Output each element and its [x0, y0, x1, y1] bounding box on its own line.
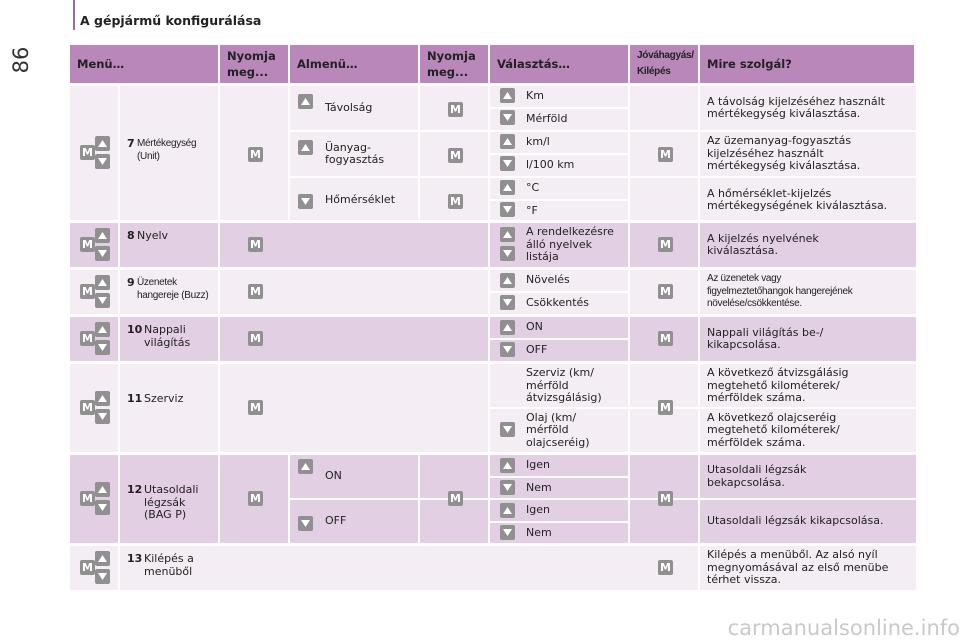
m-key-icon[interactable]: M	[658, 400, 673, 415]
up-arrow-key-icon[interactable]	[95, 275, 110, 290]
submenu-label: ON	[325, 469, 342, 483]
option-label: Nem	[526, 481, 552, 495]
submenu-label: OFF	[325, 514, 347, 528]
menu-item-number: 10	[127, 323, 143, 336]
up-arrow-key-icon[interactable]	[500, 88, 515, 103]
m-key-icon[interactable]: M	[80, 491, 95, 506]
option-label: Igen	[526, 458, 550, 472]
m-key-icon[interactable]: M	[80, 560, 95, 575]
up-arrow-key-icon[interactable]	[298, 94, 313, 109]
option-label: OFF	[526, 343, 548, 357]
menu-item-label: Utasoldali légzsák (BAG P)	[144, 483, 199, 521]
cell-divider	[218, 364, 220, 452]
cell-divider	[628, 86, 630, 130]
m-key-icon[interactable]: M	[248, 331, 263, 346]
m-key-icon[interactable]: M	[448, 102, 463, 117]
m-key-icon[interactable]: M	[80, 145, 95, 160]
cell-divider	[628, 223, 630, 267]
down-arrow-key-icon[interactable]	[500, 525, 515, 540]
up-arrow-key-icon[interactable]	[298, 140, 313, 155]
page-number: 86	[9, 46, 33, 74]
cell-divider	[698, 223, 700, 267]
header-valasztas: Választás…	[490, 45, 628, 83]
m-key-icon[interactable]: M	[248, 400, 263, 415]
menu-item-number: 12	[127, 483, 143, 496]
purpose-text: A következő olajcseréig megtehető kilométerek/ mérföldek száma.	[707, 410, 840, 449]
down-arrow-key-icon[interactable]	[500, 422, 515, 437]
header-almenu: Almenü…	[290, 45, 418, 83]
up-arrow-key-icon[interactable]	[95, 136, 110, 151]
m-key-icon[interactable]: M	[448, 148, 463, 163]
up-arrow-key-icon[interactable]	[95, 391, 110, 406]
up-arrow-key-icon[interactable]	[500, 320, 515, 335]
m-key-icon[interactable]: M	[80, 331, 95, 346]
menu-item-number: 7	[127, 137, 135, 150]
m-key-icon[interactable]: M	[248, 491, 263, 506]
purpose-text: A hőmérséklet-kijelzés mértékegységének kiválasztása.	[707, 186, 888, 212]
m-key-icon[interactable]: M	[658, 331, 673, 346]
option-label: Olaj (km/ mérföld olajcseréig)	[526, 410, 590, 449]
up-arrow-key-icon[interactable]	[500, 458, 515, 473]
purpose-text: Utasoldali légzsák kikapcsolása.	[707, 514, 884, 528]
cell-divider	[118, 86, 120, 220]
m-key-icon[interactable]: M	[248, 237, 263, 252]
option-label: Mérföld	[526, 112, 568, 126]
purpose-text: A kijelzés nyelvének kiválasztása.	[707, 231, 819, 257]
down-arrow-key-icon[interactable]	[500, 295, 515, 310]
header-menu: Menü…	[70, 45, 218, 83]
option-label: Km	[526, 89, 544, 103]
header-nyomja2: Nyomja meg...	[420, 45, 488, 83]
purpose-text: Kilépés a menüből. Az alsó nyíl megnyomásával az első menübe térhet vissza.	[707, 548, 889, 587]
down-arrow-key-icon[interactable]	[500, 202, 515, 217]
m-key-icon[interactable]: M	[658, 284, 673, 299]
option-label: Nem	[526, 526, 552, 540]
cell-divider	[418, 178, 420, 222]
down-arrow-key-icon[interactable]	[95, 246, 110, 261]
down-arrow-key-icon[interactable]	[298, 516, 313, 531]
menu-item-label: Szerviz	[144, 392, 184, 405]
m-key-icon[interactable]: M	[658, 147, 673, 162]
up-arrow-key-icon[interactable]	[500, 273, 515, 288]
cell-divider	[118, 270, 120, 314]
m-key-icon[interactable]: M	[658, 560, 673, 575]
m-key-icon[interactable]: M	[658, 491, 673, 506]
option-label: Csökkentés	[526, 296, 590, 310]
menu-item-label: Nappali világítás	[144, 323, 191, 349]
down-arrow-key-icon[interactable]	[500, 342, 515, 357]
down-arrow-key-icon[interactable]	[95, 409, 110, 424]
m-key-icon[interactable]: M	[448, 194, 463, 209]
purpose-text: Az üzenetek vagy figyelmeztetőhangok hangerejének növelése/csökkentése.	[707, 273, 853, 310]
cell-divider	[218, 317, 220, 361]
down-arrow-key-icon[interactable]	[95, 340, 110, 355]
option-label: Szerviz (km/ mérföld átvizsgálásig)	[526, 366, 602, 405]
header-jovahagyas: Jóváhagyás/ Kilépés	[630, 45, 698, 83]
up-arrow-key-icon[interactable]	[500, 134, 515, 149]
menu-item-label: Üzenetek hangereje (Buzz)	[137, 277, 209, 301]
cell-divider	[218, 223, 220, 267]
m-key-icon[interactable]: M	[248, 147, 263, 162]
menu-item-label: Nyelv	[137, 229, 169, 242]
m-key-icon[interactable]: M	[80, 284, 95, 299]
m-key-icon[interactable]: M	[80, 400, 95, 415]
cell-divider	[698, 317, 700, 361]
page-edge-bar	[73, 0, 75, 30]
cell-divider	[218, 455, 220, 543]
cell-divider	[628, 132, 630, 176]
cell-divider	[488, 223, 490, 267]
cell-divider	[218, 86, 220, 220]
option-label: l/100 km	[526, 158, 575, 172]
down-arrow-key-icon[interactable]	[500, 156, 515, 171]
cell-divider	[118, 455, 120, 543]
menu-item-number: 13	[127, 552, 143, 565]
m-key-icon[interactable]: M	[448, 491, 463, 506]
option-label: °F	[526, 204, 538, 218]
submenu-label: Hőmérséklet	[325, 192, 396, 206]
up-arrow-key-icon[interactable]	[500, 180, 515, 195]
purpose-text: Az üzemanyag-fogyasztás kijelzéséhez használt mértékegység kiválasztása.	[707, 134, 861, 173]
cell-divider	[218, 270, 220, 314]
cell-divider	[118, 223, 120, 267]
down-arrow-key-icon[interactable]	[500, 480, 515, 495]
menu-item-label: Mértékegység (Unit)	[137, 138, 197, 162]
option-label: A rendelkezésre álló nyelvek listája	[526, 225, 614, 264]
configuration-table	[70, 45, 916, 590]
submenu-label: Távolság	[325, 100, 373, 114]
up-arrow-key-icon[interactable]	[95, 228, 110, 243]
m-key-icon[interactable]: M	[80, 237, 95, 252]
header-mire: Mire szolgál?	[700, 45, 914, 83]
cell-divider	[698, 86, 700, 220]
up-arrow-key-icon[interactable]	[500, 503, 515, 518]
option-label: °C	[526, 181, 540, 195]
cell-divider	[698, 546, 700, 590]
menu-item-number: 8	[127, 229, 135, 242]
purpose-text: A távolság kijelzéséhez használt mértékegység kiválasztása.	[707, 94, 885, 120]
cell-divider	[418, 86, 420, 130]
cell-divider	[288, 86, 290, 220]
cell-divider	[118, 546, 120, 590]
down-arrow-key-icon[interactable]	[95, 569, 110, 584]
cell-divider	[628, 178, 630, 222]
page-title: A gépjármű konfigurálása	[80, 13, 262, 28]
purpose-text: Utasoldali légzsák bekapcsolása.	[707, 463, 807, 489]
m-key-icon[interactable]: M	[248, 284, 263, 299]
m-key-icon[interactable]: M	[658, 237, 673, 252]
down-arrow-key-icon[interactable]	[500, 110, 515, 125]
up-arrow-key-icon[interactable]	[298, 459, 313, 474]
menu-item-label: Kilépés a menüből	[144, 552, 194, 578]
down-arrow-key-icon[interactable]	[95, 154, 110, 169]
cell-divider	[118, 364, 120, 452]
up-arrow-key-icon[interactable]	[95, 322, 110, 337]
cell-divider	[698, 270, 700, 314]
down-arrow-key-icon[interactable]	[95, 293, 110, 308]
cell-divider	[118, 317, 120, 361]
option-label: km/l	[526, 135, 550, 149]
down-arrow-key-icon[interactable]	[95, 500, 110, 515]
option-label: ON	[526, 320, 543, 334]
submenu-label: Üanyag- fogyasztás	[325, 140, 385, 166]
watermark: carmanualsonline.info	[727, 616, 960, 640]
up-arrow-key-icon[interactable]	[500, 227, 515, 242]
down-arrow-key-icon[interactable]	[500, 246, 515, 261]
option-label: Igen	[526, 503, 550, 517]
menu-item-number: 11	[127, 392, 143, 405]
cell-divider	[418, 132, 420, 176]
up-arrow-key-icon[interactable]	[95, 482, 110, 497]
purpose-text: Nappali világítás be-/ kikapcsolása.	[707, 325, 824, 351]
down-arrow-key-icon[interactable]	[298, 194, 313, 209]
header-nyomja1: Nyomja meg...	[220, 45, 288, 83]
option-label: Növelés	[526, 273, 570, 287]
up-arrow-key-icon[interactable]	[95, 551, 110, 566]
purpose-text: A következő átvizsgálásig megtehető kilométerek/ mérföldek száma.	[707, 366, 849, 405]
menu-item-number: 9	[127, 276, 135, 289]
